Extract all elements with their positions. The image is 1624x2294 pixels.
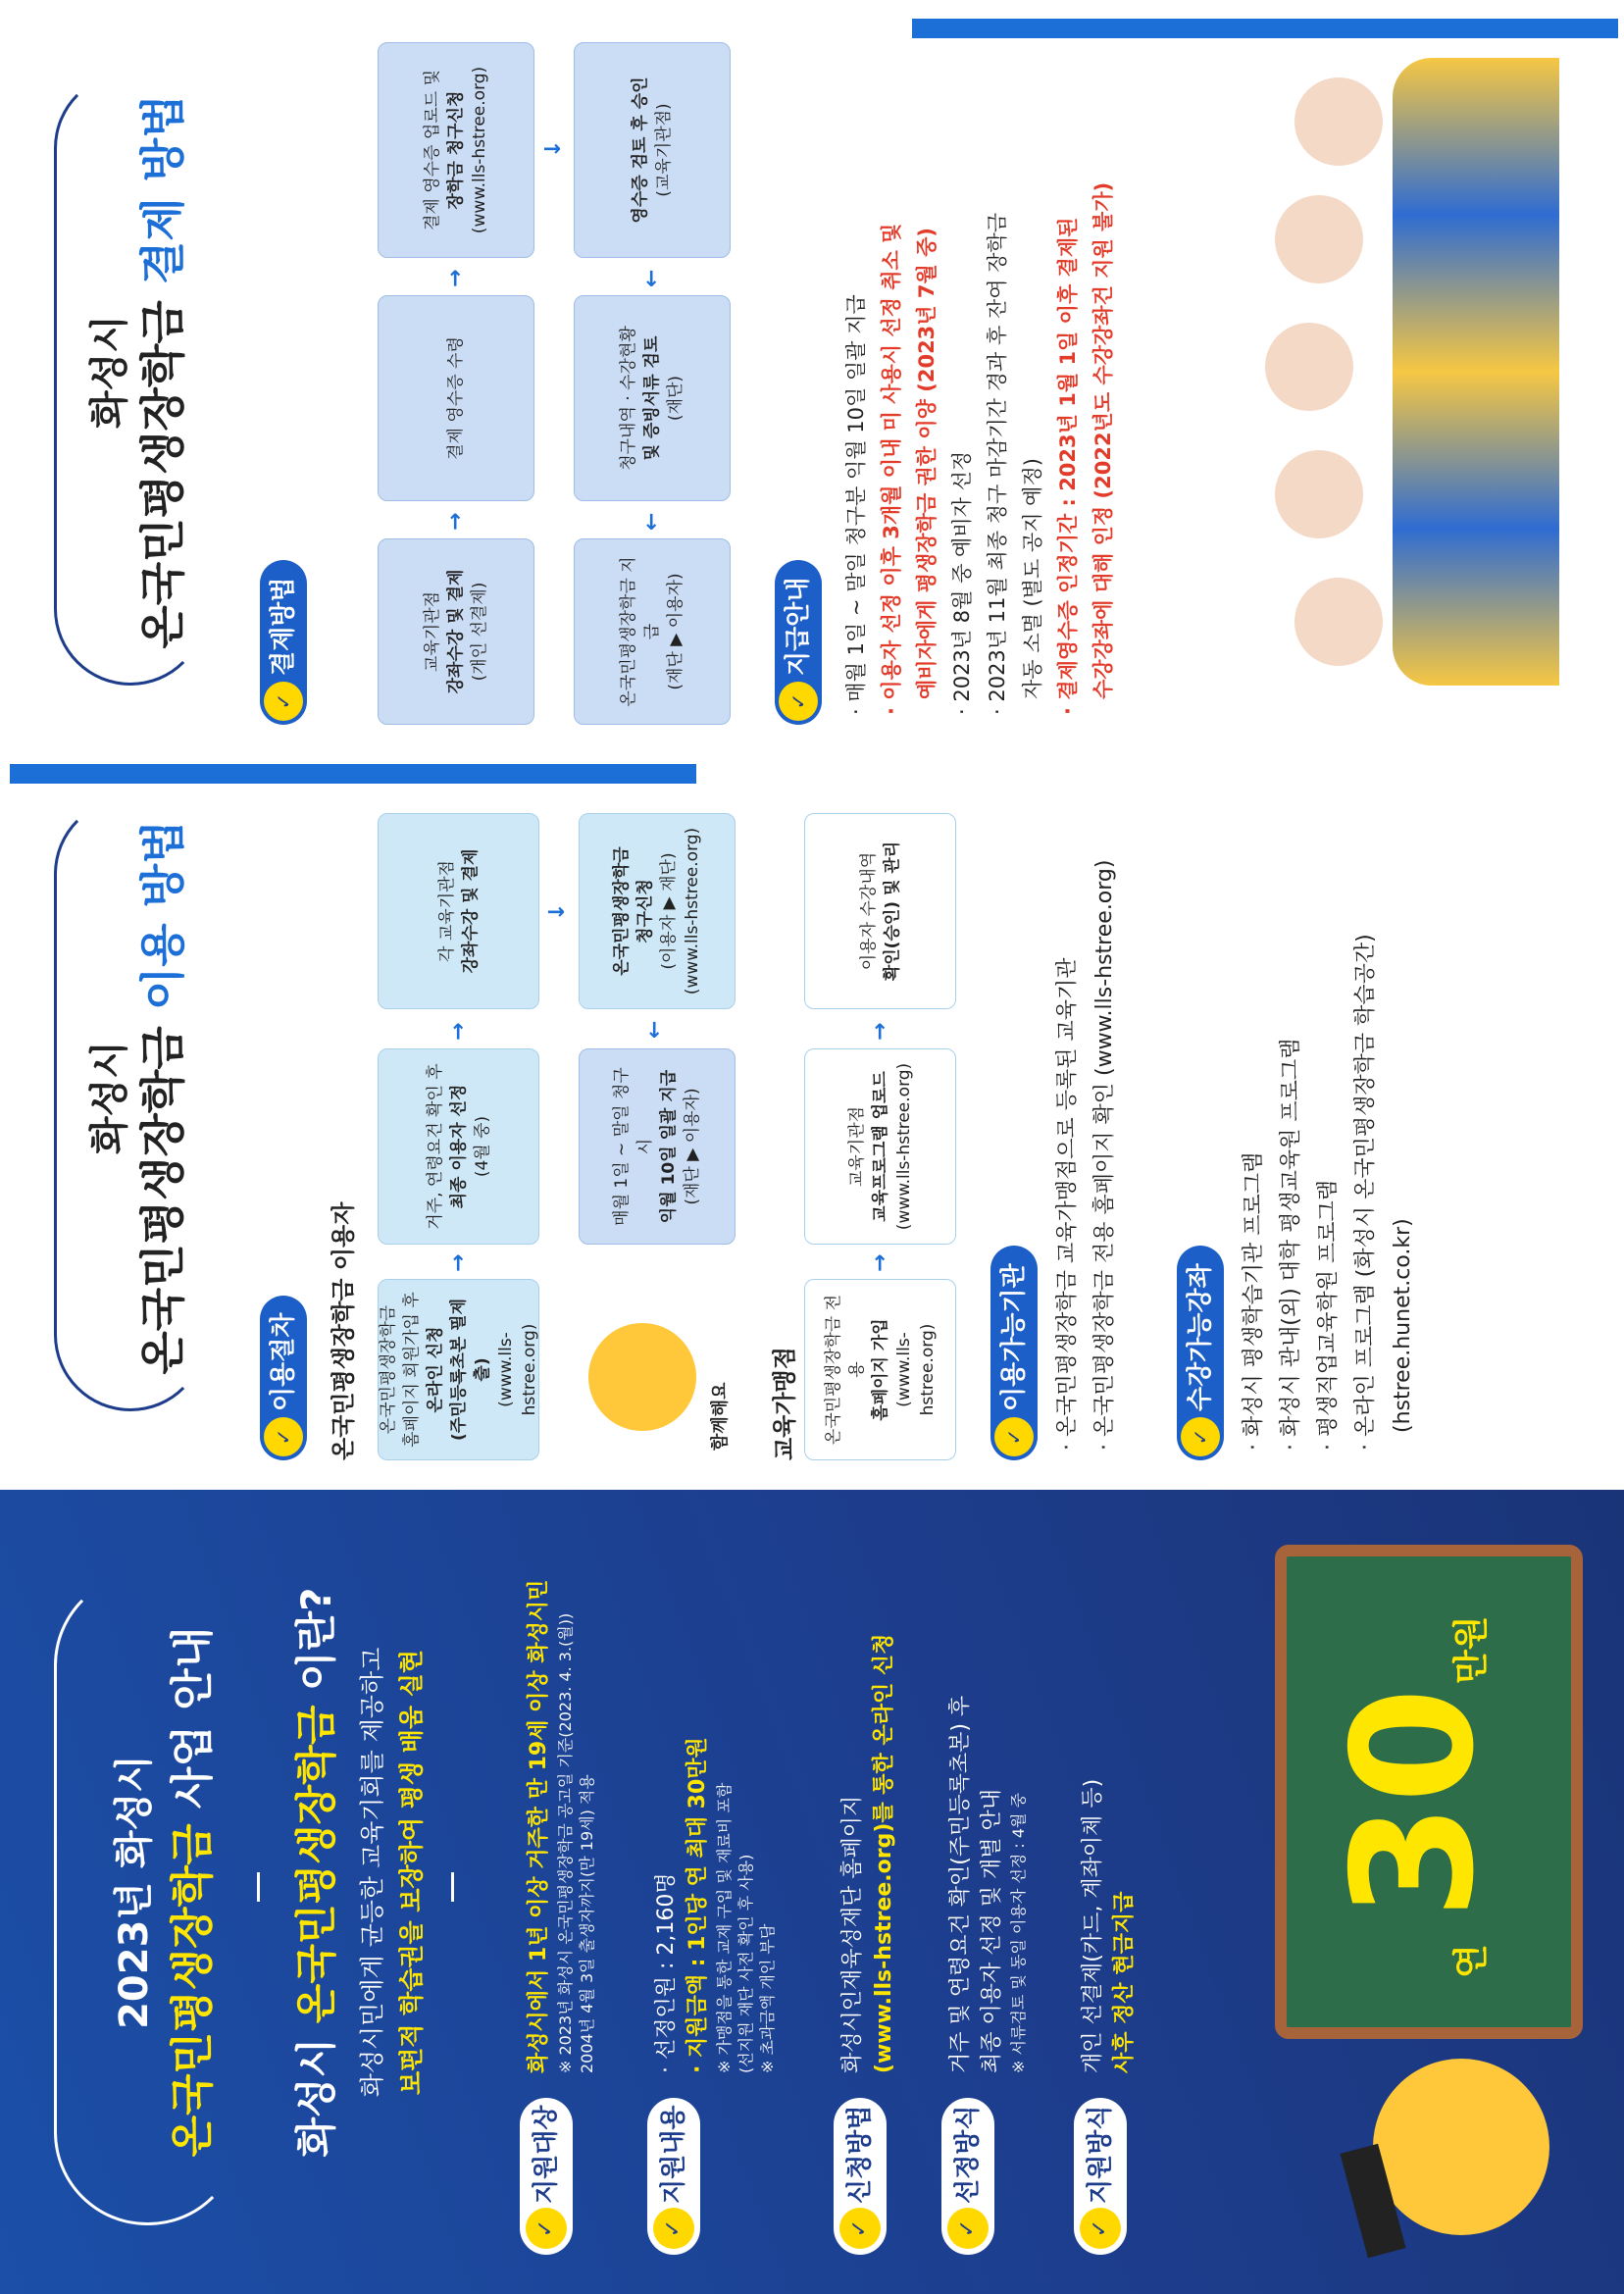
step-text: (개인 선결제) xyxy=(470,582,489,682)
step-text: (교육기관점) xyxy=(654,103,674,197)
row-main: 거주 및 연령요건 확인(주민등록초본) 후 xyxy=(948,1695,973,2073)
students-illustration xyxy=(1206,58,1569,686)
pay-step-6 xyxy=(574,538,731,725)
step-text: 각 교육기관점 xyxy=(436,860,457,962)
row-main2: 사후 정산 현금지급 xyxy=(1112,1891,1137,2073)
students-bodies xyxy=(1393,58,1559,686)
mascot-label: 함께해요 xyxy=(710,1382,731,1451)
step-text: 영수증 검토 후 승인 xyxy=(631,76,650,224)
row-main: 개인 선결제(카드, 계좌이체 등) xyxy=(1081,1778,1105,2073)
user-step-5 xyxy=(579,1048,736,1245)
pill-label: 지원방식 xyxy=(1086,2105,1115,2204)
list-item: · 온라인 프로그램 (화성시 온국민평생장학금 학습공간) xyxy=(1353,934,1378,1451)
usage-title-highlight: 이용 방법 xyxy=(136,820,189,1011)
step-text: 이용자 수강내역 xyxy=(858,851,879,971)
list-item: · 화성시 관내(외) 대학 평생교육원 프로그램 xyxy=(1279,1038,1303,1451)
list-item: · 결제영수증 인정기간 : 2023년 1월 1일 이후 결제된 xyxy=(1056,217,1080,715)
mascot-graduate xyxy=(1373,2059,1549,2235)
step-text: 청구내역 · 수강현황 xyxy=(619,326,638,471)
step-text: 익월 10일 일괄 지급 xyxy=(659,1069,679,1224)
question-suffix: 이란? xyxy=(292,1587,340,1706)
check-icon: ✓ xyxy=(994,1417,1034,1456)
divider xyxy=(257,1872,260,1902)
step-text: 강좌수강 및 결제 xyxy=(460,848,481,974)
cover-question xyxy=(284,1529,343,2216)
step-text: 거주, 연령요건 확인 후 xyxy=(425,1063,445,1230)
step-text: 확인(승인) 및 관리 xyxy=(882,841,902,982)
row-note: (선지원 재단 사전 확인 후 사용) xyxy=(736,1854,755,2073)
step-text: 청구신청 xyxy=(635,879,655,943)
user-step-4 xyxy=(579,813,736,1009)
tag-label: 결제방법 xyxy=(269,577,298,676)
student-3 xyxy=(1265,323,1353,411)
step-text: (이용자 ▶ 재단) xyxy=(659,852,679,970)
check-icon: ✓ xyxy=(1181,1417,1220,1456)
tag-label: 수강가능강좌 xyxy=(1186,1263,1215,1411)
tag-label: 이용가능기관 xyxy=(999,1263,1029,1411)
cover-year-title: 2023년 화성시 xyxy=(112,1755,157,2029)
pay-step-5 xyxy=(574,295,731,501)
usage-title-line1: 화성시 xyxy=(87,1041,132,1154)
row-main2: · 지원금액 : 1인당 연 최대 30만원 xyxy=(685,1737,710,2073)
list-item: · 평생직업교육학원 프로그램 xyxy=(1316,1179,1341,1451)
list-item: · 2023년 8월 중 예비자 선정 xyxy=(950,450,974,715)
accent-bar xyxy=(10,764,696,784)
step-text: (www.lls-hstree.org) xyxy=(495,1323,539,1416)
store-step-1 xyxy=(804,1279,956,1460)
check-icon: ✓ xyxy=(526,2208,567,2249)
arrow-right-icon: → xyxy=(446,1253,471,1272)
row-text xyxy=(837,1504,900,2073)
row-text xyxy=(1078,1504,1141,2073)
step-text: 홈페이지 회원가입 후 xyxy=(401,1292,422,1448)
usage-panel xyxy=(0,744,1624,1490)
row-main2: (www.lls-hstree.org)를 통한 온라인 신청 xyxy=(872,1633,896,2073)
step-text: 최종 이용자 선정 xyxy=(448,1084,469,1209)
step-text: (재단 ▶ 이용자) xyxy=(683,1088,702,1205)
row-note: ※ 2023년 화성시 온국민평생장학금 공고일 기준(2023. 4. 3.(월)) xyxy=(556,1612,575,2073)
store-label: 교육가맹점 xyxy=(771,1347,798,1460)
payment-title-line2 xyxy=(127,58,192,686)
question-prefix: 화성시 xyxy=(292,2023,340,2158)
step-text: 온국민평생장학금 지급 xyxy=(619,556,662,707)
student-5 xyxy=(1294,77,1383,166)
procedure-tag xyxy=(260,1296,307,1460)
check-icon: ✓ xyxy=(839,2208,881,2249)
pay-info-tag xyxy=(775,560,822,725)
row-text xyxy=(524,1504,598,2073)
arrow-left-icon: ← xyxy=(639,269,664,287)
arrow-right-icon: → xyxy=(443,269,468,287)
step-text: 온국민평생장학금 전용 xyxy=(823,1294,867,1446)
board-prefix: 연 xyxy=(1451,1944,1492,1978)
pill-label: 지원대상 xyxy=(532,2105,561,2204)
check-icon: ✓ xyxy=(264,1417,303,1456)
step-text: (www.lls-hstree.org) xyxy=(893,1062,914,1231)
row-main: 화성시에서 1년 이상 거주한 만 19세 이상 화성시민 xyxy=(527,1579,551,2073)
arrow-left-icon: ← xyxy=(642,1020,667,1039)
row-main: 화성시인재육성재단 홈페이지 xyxy=(840,1795,865,2073)
arrow-right-icon: → xyxy=(868,1022,892,1041)
list-item: 예비자에게 평생장학금 권한 이양 (2023년 7월 중) xyxy=(915,228,939,699)
payment-title-prefix: 온국민평생장학금 xyxy=(136,284,189,649)
step-text: (재단) xyxy=(666,375,685,422)
chalkboard xyxy=(1275,1545,1583,2039)
tag-label: 이용절차 xyxy=(269,1312,298,1411)
pay-step-4 xyxy=(574,42,731,258)
store-step-3 xyxy=(804,813,956,1009)
row-note: ※ 초과금액 개인 부담 xyxy=(758,1923,777,2073)
label-pill xyxy=(647,2098,700,2255)
label-pill xyxy=(1074,2098,1127,2255)
divider xyxy=(451,1872,454,1902)
step-text: 강좌수강 및 결제 xyxy=(446,569,466,694)
pay-step-3 xyxy=(378,42,534,258)
user-step-1 xyxy=(378,1279,539,1460)
step-text: (www.lls-hstree.org) xyxy=(683,827,702,995)
label-pill xyxy=(941,2098,994,2255)
step-text: 교육기관점 xyxy=(846,1105,867,1188)
step-text: 온국민평생장학금 xyxy=(612,846,632,976)
mascot-cheer xyxy=(588,1323,696,1431)
arrow-right-icon: → xyxy=(443,512,468,531)
available-list xyxy=(1049,764,1124,1451)
row-note: 2004년 4월 3일 출생자까지(만 19세) 적용 xyxy=(578,1774,596,2073)
arrow-down-icon: ↓ xyxy=(541,139,566,158)
question-highlight: 온국민평생장학금 xyxy=(292,1705,340,2024)
step-text: 매월 1일 ~ 말일 청구시 xyxy=(612,1067,655,1226)
list-item: · 온국민평생장학금 전용 홈페이지 확인 (www.lls-hstree.org) xyxy=(1092,859,1117,1451)
list-item: 수강강좌에 대해 인정 (2022년도 수강강좌건 지원 불가) xyxy=(1091,181,1115,699)
student-4 xyxy=(1275,195,1363,283)
board-unit: 만원 xyxy=(1451,1615,1492,1684)
available-tag xyxy=(990,1246,1038,1460)
step-text: (www.lls-hstree.org) xyxy=(470,66,489,234)
payment-panel xyxy=(0,0,1624,744)
courses-tag xyxy=(1177,1246,1224,1460)
user-step-3 xyxy=(378,813,539,1009)
row-note: ※ 가맹점을 통한 교재 구입 및 재료비 포함 xyxy=(715,1782,734,2073)
pay-step-1 xyxy=(378,538,534,725)
cover-program-highlight: 온국민평생장학금 xyxy=(168,1823,218,2158)
list-item: 자동 소멸 (별도 공지 예정) xyxy=(1021,458,1044,699)
cover-panel xyxy=(0,1490,1624,2294)
arrow-right-icon: → xyxy=(446,1022,471,1041)
accent-bar xyxy=(912,19,1618,38)
usage-title-prefix: 온국민평생장학금 xyxy=(136,1010,189,1375)
row-main: · 선정인원 : 2,160명 xyxy=(654,1872,679,2073)
board-text xyxy=(1317,1586,1532,1998)
list-item: · 온국민평생장학금 교육가맹점으로 등록된 교육기관 xyxy=(1055,957,1080,1451)
pill-label: 선정방식 xyxy=(953,2105,983,2204)
row-note: ※ 서류검토 및 동일 이용자 선정 : 4월 중 xyxy=(1009,1792,1028,2073)
arrow-left-icon: ← xyxy=(639,512,664,531)
row-text xyxy=(945,1504,1030,2073)
pay-info-list xyxy=(838,28,1121,715)
check-icon: ✓ xyxy=(947,2208,989,2249)
step-text: 교육기관점 xyxy=(423,590,442,673)
courses-list xyxy=(1236,764,1422,1451)
label-pill xyxy=(520,2098,573,2255)
step-text: 온라인 신청 xyxy=(425,1326,445,1413)
pill-label: 지원내용 xyxy=(659,2105,688,2204)
row-text xyxy=(651,1504,779,2073)
cover-program-rest: 사업 안내 xyxy=(168,1626,218,1824)
check-icon: ✓ xyxy=(653,2208,694,2249)
step-text: (4월 중) xyxy=(472,1115,492,1178)
desc-line1: 화성시민에게 균등한 교육기회를 제공하고 xyxy=(358,1647,386,2098)
check-icon: ✓ xyxy=(779,682,818,721)
step-text: 교육프로그램 업로드 xyxy=(870,1071,890,1222)
cover-description xyxy=(353,1529,431,2216)
list-item: · 화성시 평생학습기관 프로그램 xyxy=(1242,1151,1266,1451)
list-item: · 매월 1일 ~ 말일 청구분 익월 10일 일괄 지급 xyxy=(844,294,868,715)
step-text: (주민등록초본 필제출) xyxy=(448,1298,492,1442)
student-1 xyxy=(1294,578,1383,666)
row-main2: 최종 이용자 선정 및 개별 안내 xyxy=(980,1789,1004,2073)
board-amount: 30 xyxy=(1317,1687,1511,1919)
user-label: 온국민평생장학금 이용자 xyxy=(330,1201,357,1460)
step-text: 결제 영수증 수령 xyxy=(446,336,466,460)
step-text: 홈페이지 가입 xyxy=(870,1318,890,1421)
method-tag xyxy=(260,560,307,725)
usage-title-line2 xyxy=(127,784,192,1411)
user-step-2 xyxy=(378,1048,539,1245)
student-2 xyxy=(1275,450,1363,538)
cover-program-title xyxy=(157,1558,220,2225)
store-step-2 xyxy=(804,1048,956,1245)
step-text: 결제 영수증 업로드 및 xyxy=(423,70,442,231)
check-icon: ✓ xyxy=(264,682,303,721)
step-text: 및 증빙서류 검토 xyxy=(642,335,662,461)
payment-title-line1: 화성시 xyxy=(87,315,132,429)
payment-title-highlight: 결제 방법 xyxy=(136,94,189,285)
step-text: (재단 ▶ 이용자) xyxy=(666,573,685,690)
list-item: · 이용자 선정 이후 3개월 이내 미 사용시 선정 취소 및 xyxy=(880,223,903,715)
list-item: · 2023년 11월 최종 청구 마감기간 경과 후 잔여 장학금 xyxy=(986,212,1009,715)
arrow-right-icon: → xyxy=(868,1253,892,1272)
pay-step-2 xyxy=(378,295,534,501)
pill-label: 신청방법 xyxy=(845,2105,875,2204)
step-text: 장학금 청구신청 xyxy=(446,90,466,210)
step-text: (www.lls-hstree.org) xyxy=(893,1323,938,1416)
list-item: (hstree.hunet.co.kr) xyxy=(1391,1218,1415,1433)
desc-line2: 보편적 학습권을 보장하여 평생 배움 실현 xyxy=(397,1649,426,2096)
step-text: 온국민평생장학금 xyxy=(378,1304,398,1435)
tag-label: 지급안내 xyxy=(784,577,813,676)
label-pill xyxy=(834,2098,887,2255)
arrow-down-icon: ↓ xyxy=(545,902,570,921)
check-icon: ✓ xyxy=(1080,2208,1121,2249)
